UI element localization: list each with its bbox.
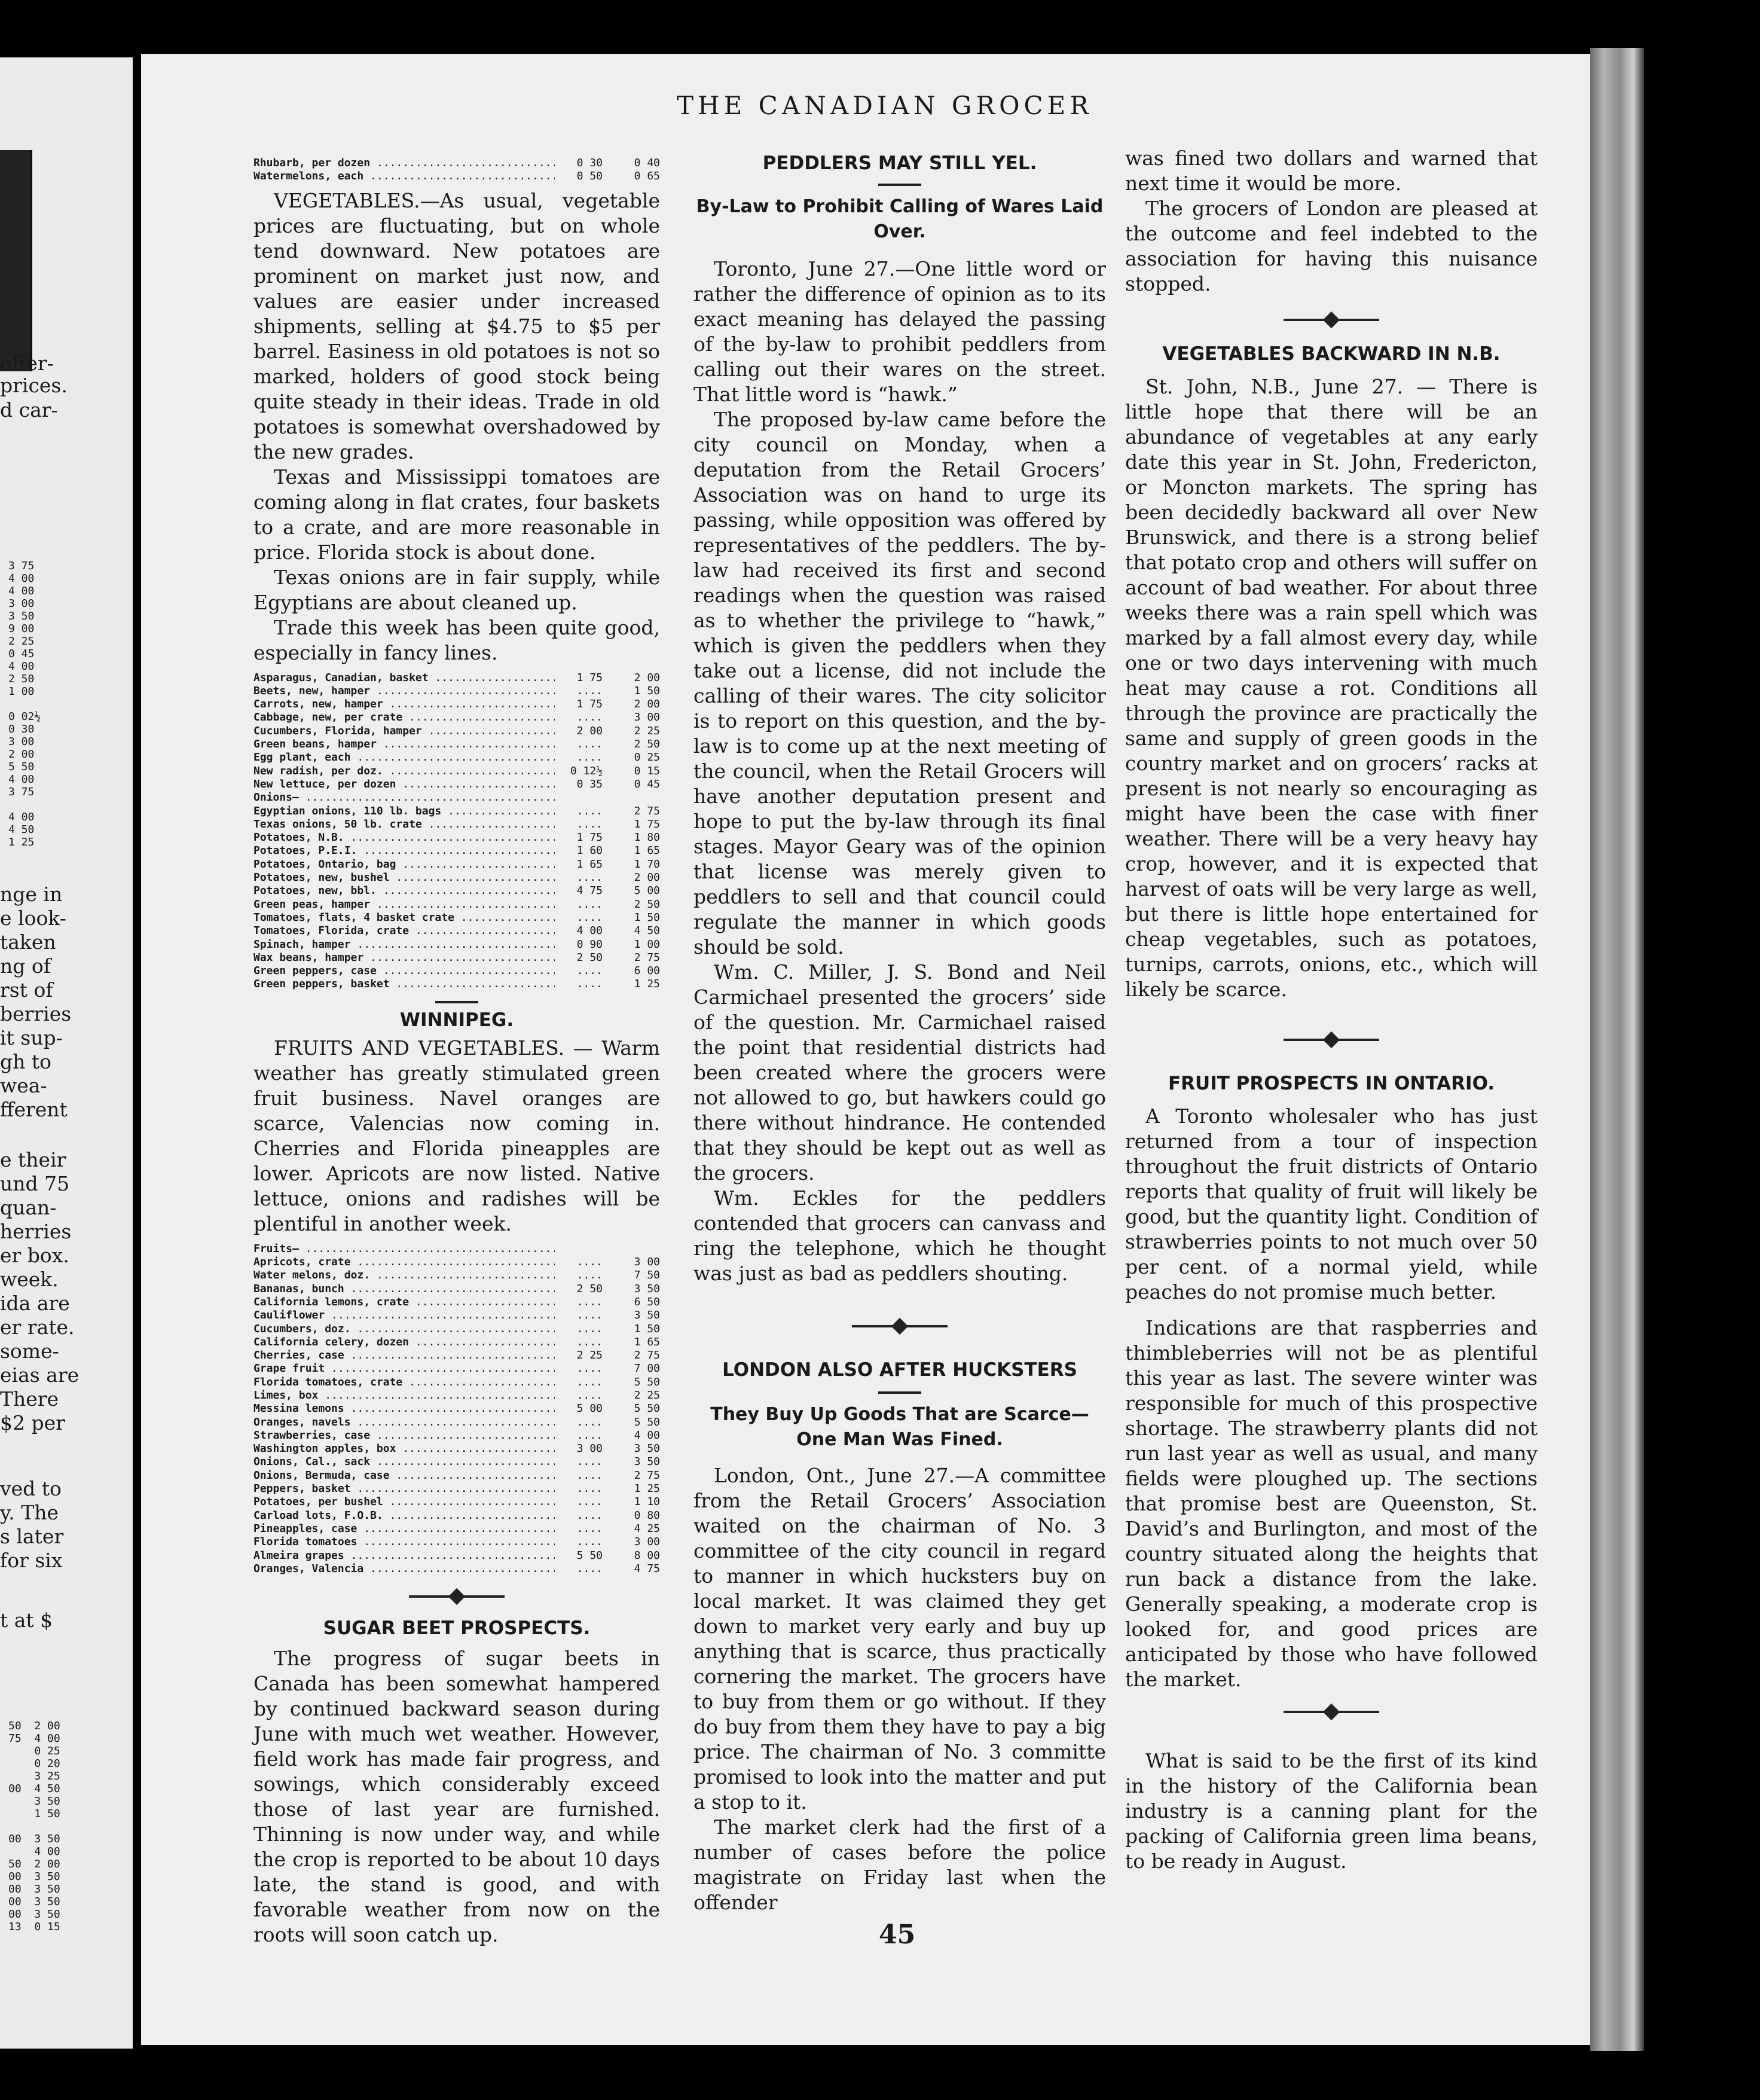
- price-item-name: Washington apples, box .....: [253, 1442, 555, 1455]
- price-low: ....: [576, 804, 603, 817]
- price-high: 1 50: [634, 911, 660, 924]
- price-high: 1 10: [634, 1495, 660, 1509]
- vegetables-price-table: [253, 671, 660, 991]
- price-item-name: Wax beans, hamper .....: [253, 951, 555, 964]
- price-item-name: Apricots, crate .....: [253, 1256, 555, 1269]
- left-page-text-fragment: eias are: [0, 1363, 80, 1387]
- winnipeg-heading: WINNIPEG.: [399, 1009, 514, 1031]
- price-row: [253, 1283, 660, 1296]
- price-low: 4 00: [576, 924, 603, 938]
- price-item-name: Florida tomatoes .....: [253, 1536, 555, 1549]
- price-item-name: Spinach, hamper .....: [253, 938, 555, 951]
- left-page-text-fragment: taken: [0, 930, 56, 954]
- price-item-name: Oranges, Valencia .....: [253, 1562, 555, 1576]
- sugar-beet-paragraph: The progress of sugar beets in Canada has been somewhat hampered by continued backward season during June with much wet weather. However, field work has made fair progress, and sowings, which considerably exceed those of last year are furnished. Thinning is now under way, and while the crop is reported to be about 10 days late, the stand is good, and with favorable weather from now on the roots will soon catch up.: [253, 1647, 660, 1947]
- price-high: 6 50: [634, 1295, 660, 1308]
- price-low: ....: [576, 1335, 603, 1348]
- price-high: 1 50: [634, 684, 660, 697]
- price-low: ....: [576, 738, 603, 751]
- vegetables-nb-heading: VEGETABLES BACKWARD IN N.B.: [1162, 343, 1501, 365]
- price-high: 1 00: [634, 938, 660, 951]
- section-divider-ornament: [1284, 310, 1379, 330]
- price-high: 0 25: [634, 751, 660, 764]
- price-item-name: Tomatoes, Florida, crate .....: [253, 924, 555, 938]
- price-item-name: Green peppers, case .....: [253, 964, 555, 978]
- london-paragraph-2: The market clerk had the first of a number of cases before the police magistrate on Friday last when the offender: [693, 1815, 1106, 1914]
- price-high: 1 80: [634, 831, 660, 844]
- price-low: ....: [576, 1309, 603, 1322]
- price-low: ....: [576, 1455, 603, 1469]
- price-low: ....: [576, 1509, 603, 1522]
- price-row: [253, 844, 660, 857]
- price-row: [253, 898, 660, 911]
- peddlers-paragraph-1: Toronto, June 27.—One little word or rather the difference of opinion as to its exact meaning has delayed the passing of the by-law to prohibit peddlers from calling out their wares on the street. That little word is “hawk.”: [693, 257, 1106, 406]
- price-row: [253, 951, 660, 964]
- price-low: ....: [576, 1429, 603, 1442]
- price-item-name: Tomatoes, flats, 4 basket crate .....: [253, 911, 555, 924]
- price-item-name: Messina lemons .....: [253, 1402, 555, 1415]
- price-row: [253, 871, 660, 884]
- price-row: [253, 1296, 660, 1309]
- left-page-text-fragment: e look-: [0, 906, 66, 930]
- left-page-text-fragment: quan-: [0, 1196, 57, 1219]
- price-high: 2 25: [634, 724, 660, 737]
- price-item-name: Egg plant, each .....: [253, 751, 555, 764]
- price-row: [253, 1323, 660, 1336]
- section-divider-ornament: [1284, 1030, 1379, 1050]
- price-high: 3 50: [634, 1282, 660, 1295]
- price-item-name: Oranges, navels .....: [253, 1416, 555, 1429]
- price-high: [603, 791, 660, 804]
- price-row: [253, 157, 660, 170]
- price-high: [603, 1243, 660, 1256]
- vegetables-nb-paragraph: St. John, N.B., June 27. — There is little hope that there will be an abundance of vegetables at any early date this year in St. John, Fredericton, or Moncton markets. The spring has been decidedly backward all over New Brunswick, and there is a strong belief that potato crop and others will suffer on account of bad weather. For about three weeks there was a rain spell which was marked by a fall almost every day, while one or two days intervening with much heat may cause a rot. Conditions all through the province are practically the same and supply of green goods in the country market and on grocers’ racks at present is not nearly so encouraging as might have been the case with finer weather. There will be a very heavy hay crop, however, and it is expected that harvest of oats will be very large as well, but there is little hope entertained for cheap vegetables, such as potatoes, turnips, carrots, onions, etc., which will likely be scarce.: [1125, 375, 1538, 1001]
- price-low: ....: [576, 898, 603, 911]
- price-low: ....: [576, 1256, 603, 1269]
- price-item-name: Potatoes, new, bbl. .....: [253, 884, 555, 898]
- price-row: [253, 911, 660, 924]
- price-row: [253, 938, 660, 951]
- price-low: 1 75: [576, 831, 603, 844]
- price-high: 2 00: [634, 698, 660, 711]
- price-low: ....: [576, 964, 603, 978]
- section-rule: [878, 1391, 921, 1394]
- price-low: 1 65: [576, 857, 603, 871]
- price-item-name: Almeira grapes .....: [253, 1549, 555, 1562]
- price-low: ....: [576, 817, 603, 831]
- price-item-name: Fruits— .....: [253, 1243, 555, 1256]
- price-high: 0 45: [634, 777, 660, 790]
- left-page-text-fragment: t at $: [0, 1608, 53, 1632]
- price-row: [253, 924, 660, 938]
- price-item-name: Texas onions, 50 lb. crate .....: [253, 818, 555, 831]
- price-low: 4 75: [576, 884, 603, 898]
- price-item-name: Grape fruit .....: [253, 1362, 555, 1375]
- left-page-text-fragment: y. The: [0, 1501, 59, 1524]
- price-high: 3 00: [634, 711, 660, 724]
- price-row: [253, 964, 660, 978]
- left-page-text-fragment: it sup-: [0, 1026, 63, 1049]
- price-row: [253, 1522, 660, 1536]
- left-page-text-fragment: ved to: [0, 1477, 62, 1500]
- price-row: [253, 1336, 660, 1349]
- price-low: ....: [576, 751, 603, 764]
- price-low: ....: [576, 1388, 603, 1402]
- price-low: ....: [576, 711, 603, 724]
- price-item-name: Cherries, case .....: [253, 1349, 555, 1362]
- price-high: 5 00: [634, 884, 660, 898]
- left-page-text-fragment: for six: [0, 1549, 63, 1572]
- price-row: [253, 1256, 660, 1269]
- price-low: ....: [576, 1522, 603, 1535]
- price-row: [253, 778, 660, 791]
- price-high: 0 40: [634, 157, 660, 169]
- price-high: 0 15: [634, 764, 660, 777]
- price-row: [253, 725, 660, 738]
- fruits-price-table: [253, 1243, 660, 1576]
- london-paragraph-1: London, Ont., June 27.—A committee from the Retail Grocers’ Association waited on the chairman of No. 3 committee of the city council in regard to manner in which hucksters buy on local market. It was claimed they get down to market very early and buy up anything that is scarce, thus practically cornering the market. The grocers have to buy from them or go without. If they do buy from them they have to pay a big price. The chairman of No. 3 committe promised to look into the matter and put a stop to it.: [693, 1464, 1106, 1814]
- price-high: 2 75: [634, 804, 660, 817]
- price-high: 3 00: [634, 1536, 660, 1549]
- price-row: [253, 1536, 660, 1549]
- price-high: 4 00: [634, 1429, 660, 1442]
- price-high: 6 00: [634, 964, 660, 978]
- price-item-name: Pineapples, case .....: [253, 1522, 555, 1536]
- fruit-ontario-paragraph-2: Indications are that raspberries and thimbleberries will not be as plentiful this year as last. The severe winter was responsible for much of this prospective shortage. The strawberry plants did not run last year as well as usual, and many fields were ploughed up. The sections that promise best are Queenston, St. David’s and Burlington, and most of the country situated along the heights that run back a distance from the lake. Generally speaking, a moderate crop is looked for, and good prices are anticipated by those who have followed the market.: [1125, 1316, 1538, 1691]
- price-high: 0 80: [634, 1509, 660, 1522]
- section-divider-ornament: [409, 1586, 505, 1607]
- price-low: ....: [576, 1495, 603, 1509]
- price-row: [253, 751, 660, 764]
- left-page-text-fragment: gh to: [0, 1050, 51, 1073]
- price-row: [253, 805, 660, 818]
- price-high: 2 50: [634, 898, 660, 911]
- price-high: 2 25: [634, 1388, 660, 1402]
- section-rule: [878, 184, 921, 186]
- price-low: ....: [576, 1375, 603, 1388]
- price-item-name: Cabbage, new, per crate .....: [253, 711, 555, 724]
- column-3: [1125, 146, 1538, 1874]
- winnipeg-paragraph: FRUITS AND VEGETABLES. — Warm weather has greatly stimulated green fruit business. Navel oranges are scarce, Valencias now coming in. Cherries and Florida pineapples are lower. Apricots are now listed. Native lettuce, onions and radishes will be plentiful in another week.: [253, 1036, 660, 1235]
- price-low: ....: [576, 978, 603, 991]
- onions-paragraph: Texas onions are in fair supply, while Egyptians are about cleaned up.: [253, 565, 660, 614]
- left-page-text-fragment: week.: [0, 1268, 59, 1291]
- left-page-price-column-b: 50 2 00 75 4 00 0 25 0 20 3 25 00 4 50 3 50 1 50 00 3 50 4 00 50 2 00 00 3 50 00 3 50 00 3 50 00 3 50 13 0 15: [8, 1720, 60, 1933]
- price-row: [253, 1442, 660, 1455]
- left-page-text-fragment: There: [0, 1387, 59, 1411]
- left-page-text-fragment: berries: [0, 1002, 72, 1025]
- price-row: [253, 1429, 660, 1442]
- price-item-name: Limes, box .....: [253, 1389, 555, 1402]
- price-low: ....: [576, 1536, 603, 1549]
- price-low: 2 25: [576, 1349, 603, 1362]
- price-row: [253, 1455, 660, 1469]
- left-page-text-fragment: er box.: [0, 1244, 69, 1267]
- price-item-name: California celery, dozen .....: [253, 1336, 555, 1349]
- price-row: [253, 978, 660, 991]
- price-item-name: California lemons, crate .....: [253, 1296, 555, 1309]
- column-2: [693, 152, 1106, 1915]
- price-item-name: Watermelons, each .....: [253, 170, 555, 183]
- price-item-name: Green peas, hamper .....: [253, 898, 555, 911]
- fruit-ontario-paragraph-1: A Toronto wholesaler who has just returned from a tour of inspection throughout the fruit districts of Ontario reports that quality of fruit will likely be good, but the quantity light. Condition of strawberries points to not much over 50 per cent. of a normal yield, while peaches do not promise much better.: [1125, 1104, 1538, 1304]
- price-row: [253, 1402, 660, 1415]
- page-edge: [1590, 48, 1644, 2051]
- left-page-text-fragment: herries: [0, 1220, 72, 1243]
- peddlers-subheading: By-Law to Prohibit Calling of Wares Laid Over.: [696, 196, 1104, 242]
- price-row: [253, 1482, 660, 1495]
- section-rule: [435, 1001, 478, 1003]
- price-high: 5 50: [634, 1415, 660, 1429]
- column-1: [253, 157, 660, 1948]
- peddlers-paragraph-3: Wm. C. Miller, J. S. Bond and Neil Carmichael presented the grocers’ side of the question. Mr. Carmichael raised the point that residential districts had been created where the grocers were not allowed to go, but hawkers could go there without hindrance. He contended that they should be kept out as well as the grocers.: [693, 960, 1106, 1185]
- price-low: 0 90: [576, 938, 603, 951]
- price-row: [253, 858, 660, 871]
- price-high: 1 65: [634, 1335, 660, 1348]
- left-page-fragment: [0, 57, 133, 2049]
- london-continued-paragraph: was fined two dollars and warned that next time it would be more.: [1125, 146, 1538, 195]
- left-page-text-fragment: prices.: [0, 374, 68, 397]
- left-page-text-fragment: some-: [0, 1339, 59, 1363]
- price-high: 2 50: [634, 738, 660, 751]
- price-low: [555, 1243, 603, 1256]
- price-high: 2 75: [634, 951, 660, 964]
- price-high: 1 25: [634, 1482, 660, 1495]
- tomatoes-paragraph: Texas and Mississippi tomatoes are coming along in flat crates, four baskets to a crate, and are more reasonable in price. Florida stock is about done.: [253, 465, 660, 564]
- price-item-name: Cucumbers, doz. .....: [253, 1323, 555, 1336]
- price-high: 1 70: [634, 857, 660, 871]
- price-low: ....: [576, 871, 603, 884]
- price-item-name: Peppers, basket .....: [253, 1482, 555, 1495]
- price-item-name: Florida tomatoes, crate .....: [253, 1376, 555, 1389]
- left-page-text-fragment: er rate.: [0, 1315, 75, 1339]
- sugar-beet-heading: SUGAR BEET PROSPECTS.: [323, 1617, 591, 1640]
- price-low: ....: [576, 1415, 603, 1429]
- price-high: 4 75: [634, 1562, 660, 1575]
- price-high: 2 00: [634, 671, 660, 684]
- price-high: 7 50: [634, 1269, 660, 1282]
- left-page-price-column-a: 3 75 4 00 4 00 3 00 3 50 9 00 2 25 0 45 4 00 2 50 1 00 0 02½ 0 30 3 00 2 00 5 50 4 00 3 75 4 00 4 50 1 25: [8, 560, 41, 848]
- price-item-name: Potatoes, new, bushel .....: [253, 871, 555, 884]
- price-low: ....: [576, 1482, 603, 1495]
- price-row: [253, 1469, 660, 1482]
- section-divider-ornament: [852, 1316, 948, 1336]
- price-item-name: New radish, per doz. .....: [253, 765, 555, 778]
- price-low: 0 30: [576, 157, 603, 169]
- price-high: 1 50: [634, 1322, 660, 1335]
- price-item-name: Onions, Cal., sack .....: [253, 1455, 555, 1469]
- price-item-name: Carrots, new, hamper .....: [253, 698, 555, 711]
- price-low: 3 00: [576, 1442, 603, 1455]
- price-high: 3 50: [634, 1455, 660, 1469]
- price-item-name: Green peppers, basket .....: [253, 978, 555, 991]
- left-page-text-fragment: nge in: [0, 883, 63, 906]
- price-row: [253, 1495, 660, 1509]
- price-low: ....: [576, 1562, 603, 1575]
- price-high: 1 25: [634, 978, 660, 991]
- peddlers-paragraph-4: Wm. Eckles for the peddlers contended that grocers can canvass and ring the telephone, which he thought was just as bad as peddlers shouting.: [693, 1186, 1106, 1285]
- price-item-name: Potatoes, P.E.I. .....: [253, 844, 555, 857]
- price-high: 4 25: [634, 1522, 660, 1535]
- price-item-name: Egyptian onions, 110 lb. bags .....: [253, 805, 555, 818]
- left-page-text-fragment: $2 per: [0, 1411, 65, 1434]
- london-subheading: They Buy Up Goods That are Scarce—One Man Was Fined.: [710, 1404, 1089, 1450]
- price-low: 5 50: [576, 1549, 603, 1562]
- price-low: 1 60: [576, 844, 603, 857]
- price-low: 2 00: [576, 724, 603, 737]
- price-row: [253, 698, 660, 711]
- price-row: [253, 765, 660, 778]
- price-low: 0 12½: [570, 764, 603, 777]
- price-item-name: Carload lots, F.O.B. .....: [253, 1509, 555, 1522]
- price-table-top: [253, 157, 660, 184]
- price-high: 4 50: [634, 924, 660, 938]
- price-low: 2 50: [576, 1282, 603, 1295]
- price-row: [253, 1243, 660, 1256]
- section-divider-ornament: [1284, 1702, 1379, 1722]
- left-page-text-fragment: d car-: [0, 398, 58, 422]
- price-item-name: Cauliflower .....: [253, 1309, 555, 1322]
- left-page-text-fragment: ng of: [0, 954, 51, 978]
- price-row: [253, 1549, 660, 1562]
- peddlers-heading: PEDDLERS MAY STILL YEL.: [762, 152, 1037, 174]
- price-low: [555, 791, 603, 804]
- price-row: [253, 1309, 660, 1322]
- price-high: 1 75: [634, 817, 660, 831]
- price-row: [253, 711, 660, 724]
- price-high: 8 00: [634, 1549, 660, 1562]
- price-low: ....: [576, 1295, 603, 1308]
- price-row: [253, 685, 660, 698]
- price-row: [253, 1349, 660, 1362]
- left-page-text-fragment: wea-: [0, 1074, 47, 1097]
- price-item-name: Strawberries, case .....: [253, 1429, 555, 1442]
- price-low: 5 00: [576, 1402, 603, 1415]
- left-page-text-fragment: fferent: [0, 1098, 68, 1121]
- price-item-name: Potatoes, N.B. .....: [253, 831, 555, 844]
- price-item-name: Potatoes, Ontario, bag .....: [253, 858, 555, 871]
- price-row: [253, 884, 660, 898]
- california-bean-paragraph: What is said to be the first of its kind in the history of the California bean industry is a canning plant for the packing of California green lima beans, to be ready in August.: [1125, 1749, 1538, 1873]
- price-row: [253, 1376, 660, 1389]
- price-high: 5 50: [634, 1375, 660, 1388]
- price-row: [253, 1362, 660, 1375]
- page-number: 45: [879, 1919, 916, 1950]
- price-row: [253, 791, 660, 804]
- price-high: 2 00: [634, 871, 660, 884]
- left-page-illustration: [0, 150, 32, 371]
- price-item-name: Onions— .....: [253, 791, 555, 804]
- trade-paragraph: Trade this week has been quite good, especially in fancy lines.: [253, 615, 660, 664]
- price-item-name: Bananas, bunch .....: [253, 1283, 555, 1296]
- price-row: [253, 671, 660, 685]
- price-high: 0 65: [634, 170, 660, 183]
- price-item-name: Green beans, hamper .....: [253, 738, 555, 751]
- price-row: [253, 170, 660, 183]
- london-heading: LONDON ALSO AFTER HUCKSTERS: [722, 1359, 1077, 1381]
- price-high: 3 50: [634, 1309, 660, 1322]
- price-low: 1 75: [576, 671, 603, 684]
- fruit-ontario-heading: FRUIT PROSPECTS IN ONTARIO.: [1168, 1073, 1495, 1094]
- price-item-name: Rhubarb, per dozen .....: [253, 157, 555, 170]
- price-low: 0 35: [576, 777, 603, 790]
- price-row: [253, 1562, 660, 1576]
- left-page-text-fragment: und 75: [0, 1172, 70, 1195]
- price-item-name: Asparagus, Canadian, basket .....: [253, 671, 555, 685]
- price-row: [253, 1269, 660, 1282]
- price-low: ....: [576, 1362, 603, 1375]
- peddlers-paragraph-2: The proposed by-law came before the city council on Monday, when a deputation from the Retail Grocers’ Association was on hand to urge its passing, while opposition was offered by representatives of the peddlers. The by-law had received its first and second readings when the question was raised as to whether the privilege to “hawk,” which is given the peddlers when they take out a license, did not include the calling of their wares. The city solicitor is to report on this question, and the by-law is to come up at the next meeting of the council, when the Retail Grocers will have another deputation present and hope to put the by-law through its final stages. Mayor Geary was of the opinion that license was merely given to peddlers to sell and that council could regulate the manner in which goods should be sold.: [693, 408, 1106, 959]
- price-row: [253, 1416, 660, 1429]
- price-low: ....: [576, 684, 603, 697]
- price-low: ....: [576, 1469, 603, 1482]
- price-low: ....: [576, 1269, 603, 1282]
- price-high: 2 75: [634, 1349, 660, 1362]
- price-item-name: Water melons, doz. .....: [253, 1269, 555, 1282]
- price-low: ....: [576, 1322, 603, 1335]
- price-item-name: Onions, Bermuda, case .....: [253, 1469, 555, 1482]
- price-row: [253, 818, 660, 831]
- price-row: [253, 1509, 660, 1522]
- price-high: 2 75: [634, 1469, 660, 1482]
- price-item-name: Cucumbers, Florida, hamper .....: [253, 725, 555, 738]
- price-row: [253, 738, 660, 751]
- price-low: 1 75: [576, 698, 603, 711]
- price-item-name: Potatoes, per bushel .....: [253, 1495, 555, 1509]
- price-high: 3 00: [634, 1256, 660, 1269]
- left-page-text-fragment: ida are: [0, 1292, 70, 1315]
- price-row: [253, 831, 660, 844]
- price-low: ....: [576, 911, 603, 924]
- left-page-text-fragment: offer-: [0, 352, 54, 375]
- price-high: 3 50: [634, 1442, 660, 1455]
- left-page-text-fragment: s later: [0, 1525, 64, 1548]
- left-page-text-fragment: rst of: [0, 978, 53, 1002]
- price-high: 5 50: [634, 1402, 660, 1415]
- price-low: 2 50: [576, 951, 603, 964]
- page-header: THE CANADIAN GROCER: [677, 91, 1093, 120]
- price-high: 1 65: [634, 844, 660, 857]
- price-low: 0 50: [576, 170, 603, 183]
- left-page-text-fragment: e their: [0, 1148, 66, 1171]
- price-item-name: Beets, new, hamper .....: [253, 685, 555, 698]
- vegetables-paragraph: VEGETABLES.—As usual, vegetable prices are fluctuating, but on whole tend downward. New potatoes are prominent on market just now, and values are easier under increased shipments, selling at $4.75 to $5 per barrel. Easiness in old potatoes is not so marked, holders of good stock being quite steady in their ideas. Trade in old potatoes is somewhat overshadowed by the new grades.: [253, 188, 660, 463]
- price-item-name: New lettuce, per dozen .....: [253, 778, 555, 791]
- london-closing-paragraph: The grocers of London are pleased at the outcome and feel indebted to the association for having this nuisance stopped.: [1125, 197, 1538, 295]
- price-row: [253, 1389, 660, 1402]
- price-high: 7 00: [634, 1362, 660, 1375]
